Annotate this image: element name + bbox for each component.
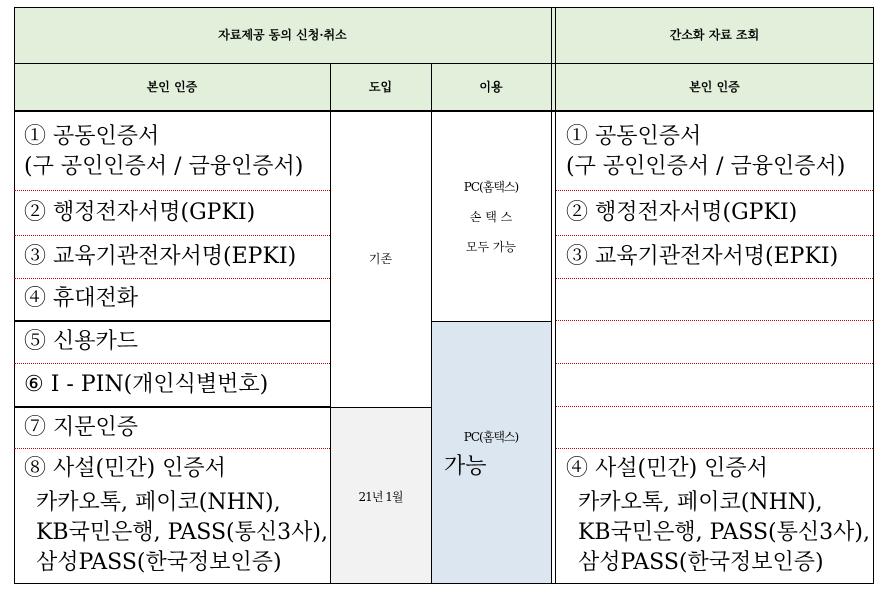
group-separator-1 xyxy=(14,320,331,322)
row-separator xyxy=(14,190,330,191)
left-item-8-line1: ⑧ 사설(민간) 인증서 xyxy=(24,456,226,481)
row-separator xyxy=(14,448,330,449)
intro-column-header: 도입 xyxy=(368,80,393,94)
auth-column-header: 본인 인증 xyxy=(146,80,198,94)
right-item-2: ② 행정전자서명(GPKI) xyxy=(566,200,798,225)
table-right-border xyxy=(873,7,874,584)
use-column-header: 이용 xyxy=(479,80,503,94)
left-item-1-line2: (구 공인인증서 / 금융인증서) xyxy=(24,154,304,179)
right-section-title: 간소화 자료 조회 xyxy=(669,28,760,42)
header-divider xyxy=(14,63,873,64)
left-item-5: ⑤ 신용카드 xyxy=(24,329,139,354)
row-separator xyxy=(556,190,873,191)
left-item-8-line3: KB국민은행, PASS(통신3사), xyxy=(36,520,328,545)
left-section-title: 자료제공 동의 신청·취소 xyxy=(218,28,347,42)
row-separator xyxy=(556,406,873,407)
right-item-3: ③ 교육기관전자서명(EPKI) xyxy=(566,244,839,269)
section-divider-left xyxy=(551,7,552,584)
use-both-line2: 손 택 스 xyxy=(469,210,513,224)
left-item-8-line4: 삼성PASS(한국정보인증) xyxy=(36,550,282,575)
right-auth-column-header: 본인 인증 xyxy=(689,80,740,94)
left-item-6: ⑥ I - PIN(개인식별번호) xyxy=(24,372,269,397)
row-separator xyxy=(14,235,330,236)
right-item-4-line2: 카카오톡, 페이코(NHN), xyxy=(578,490,823,515)
use-pc-line1: PC(홈택스) xyxy=(463,430,519,444)
right-item-4-line4: 삼성PASS(한국정보인증) xyxy=(578,550,824,575)
right-item-1-line2: (구 공인인증서 / 금융인증서) xyxy=(566,154,846,179)
table-bottom-border xyxy=(14,583,873,584)
row-separator xyxy=(556,235,873,236)
intro-new-date: 21년 1월 xyxy=(358,490,403,504)
use-both-line3: 모두 가능 xyxy=(465,240,517,254)
intro-use-divider xyxy=(431,63,432,584)
row-separator xyxy=(556,320,873,321)
intro-existing: 기존 xyxy=(368,252,393,266)
right-item-4-line1: ④ 사설(민간) 인증서 xyxy=(566,456,768,481)
row-separator xyxy=(556,278,873,279)
intro-separator xyxy=(330,407,431,408)
row-separator xyxy=(556,363,873,364)
right-item-4-line3: KB국민은행, PASS(통신3사), xyxy=(578,520,870,545)
table-top-border xyxy=(14,7,873,8)
use-pc-line2: 가능 xyxy=(444,454,487,479)
row-separator xyxy=(14,363,330,364)
use-both-line1: PC(홈택스) xyxy=(463,180,519,194)
left-item-3: ③ 교육기관전자서명(EPKI) xyxy=(24,244,297,269)
right-item-1-line1: ① 공동인증서 xyxy=(566,124,702,149)
row-separator xyxy=(556,448,873,449)
use-separator xyxy=(431,321,551,322)
row-separator xyxy=(14,278,330,279)
header-bottom-border xyxy=(14,110,873,112)
left-item-1-line1: ① 공동인증서 xyxy=(24,124,160,149)
left-item-4: ④ 휴대전화 xyxy=(24,286,139,311)
pc-only-cell-background xyxy=(431,321,551,583)
left-item-2: ② 행정전자서명(GPKI) xyxy=(24,200,256,225)
left-item-7: ⑦ 지문인증 xyxy=(24,415,139,440)
left-item-8-line2: 카카오톡, 페이코(NHN), xyxy=(36,490,281,515)
group-separator-2 xyxy=(14,406,331,408)
